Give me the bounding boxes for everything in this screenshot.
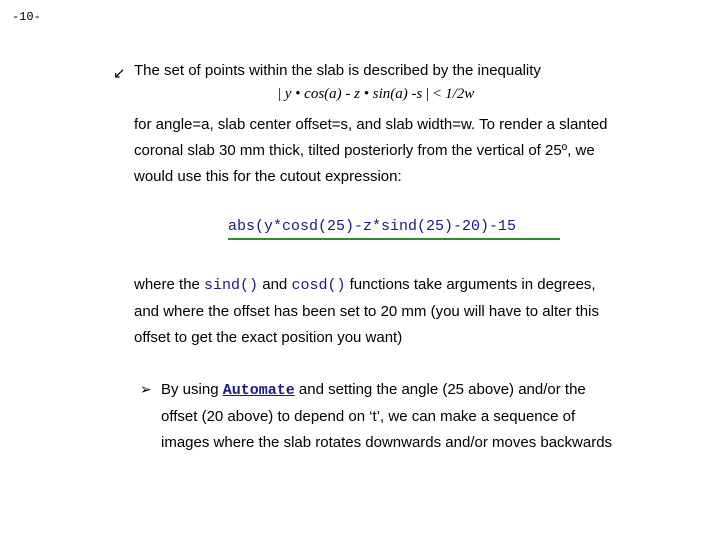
formula-rhs: 1/2w <box>445 86 475 102</box>
formula-operator: < <box>432 86 442 102</box>
sub-bullet-line: images where the slab rotates downwards and/or moves backwards <box>161 434 613 451</box>
inequality-formula <box>278 86 474 103</box>
paragraph-2 <box>134 272 599 351</box>
slide-number: -10- <box>12 10 41 24</box>
paragraph-1-line: coronal slab 30 mm thick, tilted posteriorly from the vertical of 25º, we <box>134 142 595 159</box>
sub-bullet-line: offset (20 above) to depend on ‘t’, we can make a sequence of <box>161 408 576 425</box>
intro-text: The set of points within the slab is described by the inequality <box>134 62 541 79</box>
paragraph-1 <box>134 112 608 190</box>
paragraph-1-line: would use this for the cutout expression: <box>134 168 402 185</box>
paragraph-2-text: and <box>258 276 292 293</box>
bullet-arrow-icon: ↙ <box>113 65 126 82</box>
sub-bullet-arrow-icon: ➢ <box>140 381 152 397</box>
sub-bullet-text: and setting the angle (25 above) and/or the <box>294 381 586 398</box>
paragraph-2-line: offset to get the exact position you want) <box>134 329 403 346</box>
sind-code: sind() <box>204 277 259 294</box>
abs-bar-left: | <box>278 86 282 102</box>
cosd-code: cosd() <box>291 277 346 294</box>
sub-bullet-text: By using <box>161 381 223 398</box>
paragraph-2-line <box>134 272 599 299</box>
formula-lhs: y • cos(a) - z • sin(a) -s <box>284 86 423 102</box>
paragraph-2-text: functions take arguments in degrees, <box>345 276 596 293</box>
cutout-expression-code: abs(y*cosd(25)-z*sind(25)-20)-15 <box>228 218 560 240</box>
automate-link[interactable]: Automate <box>222 382 295 399</box>
paragraph-1-line: for angle=a, slab center offset=s, and slab width=w. To render a slanted <box>134 116 608 133</box>
paragraph-2-line: and where the offset has been set to 20 mm (you will have to alter this <box>134 303 599 320</box>
paragraph-2-text: where the <box>134 276 205 293</box>
sub-bullet-line <box>161 377 612 404</box>
sub-bullet-paragraph <box>161 377 612 456</box>
abs-bar-right: | <box>426 86 430 102</box>
